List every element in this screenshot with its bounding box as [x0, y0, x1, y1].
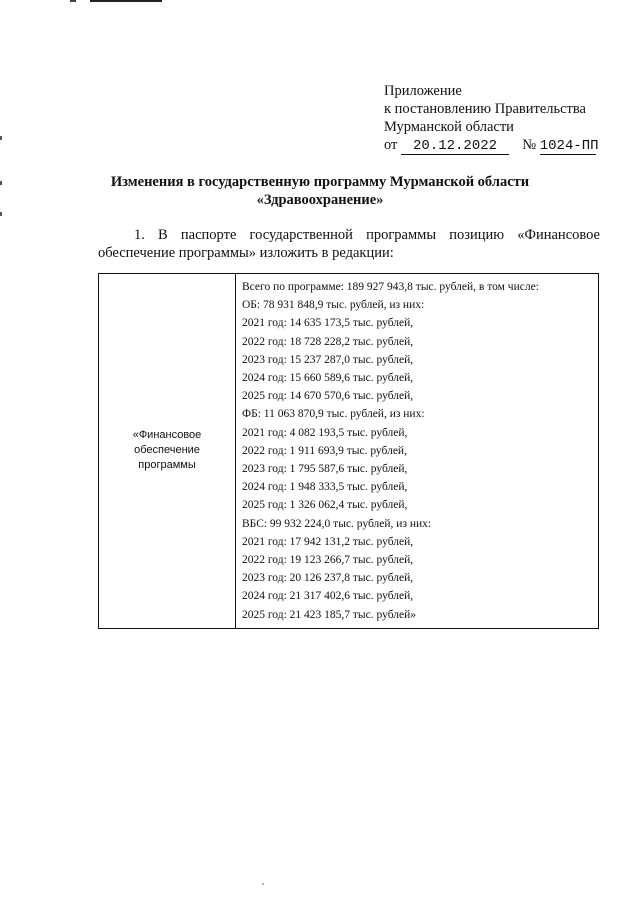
financing-fb-2023: 2023 год: 1 795 587,6 тыс. рублей,	[242, 463, 408, 476]
title-line-2: «Здравоохранение»	[256, 192, 384, 208]
financing-ob-2025: 2025 год: 14 670 570,6 тыс. рублей,	[242, 390, 414, 403]
financing-vbs-2022: 2022 год: 19 123 266,7 тыс. рублей,	[242, 554, 414, 567]
financing-vbs-2023: 2023 год: 20 126 237,8 тыс. рублей,	[242, 572, 414, 585]
position-label-line: обеспечение	[134, 444, 200, 457]
financing-fb-total: ФБ: 11 063 870,9 тыс. рублей, из них:	[242, 408, 425, 421]
title-line-1: Изменения в государственную программу Мурманской области	[110, 174, 530, 190]
financing-fb-2022: 2022 год: 1 911 693,9 тыс. рублей,	[242, 444, 407, 457]
appendix-title: Приложение	[384, 83, 462, 99]
scan-edge-tick	[0, 136, 2, 140]
table-row	[99, 274, 599, 629]
financing-vbs-2024: 2024 год: 21 317 402,6 тыс. рублей,	[242, 590, 414, 603]
decree-date: 20.12.2022	[401, 138, 509, 155]
scan-speck	[262, 883, 264, 885]
financing-fb-2025: 2025 год: 1 326 062,4 тыс. рублей,	[242, 499, 408, 512]
decree-number: 1024-ПП	[539, 138, 599, 154]
financing-details-cell	[236, 274, 599, 629]
appendix-header	[384, 82, 599, 155]
financing-fb-2024: 2024 год: 1 948 333,5 тыс. рублей,	[242, 481, 408, 494]
financing-total: Всего по программе: 189 927 943,8 тыс. рублей, в том числе:	[242, 281, 539, 293]
financing-vbs-2025: 2025 год: 21 423 185,7 тыс. рублей»	[242, 608, 417, 621]
financing-table	[98, 273, 599, 629]
paragraph-line-2: обеспечение программы» изложить в редакции:	[98, 245, 394, 261]
financing-ob-total: ОБ: 78 931 848,9 тыс. рублей, из них:	[242, 299, 425, 312]
appendix-region: Мурманской области	[384, 119, 514, 135]
scan-edge-tick	[0, 212, 2, 216]
scan-artifact-line	[90, 0, 162, 4]
appendix-date-line	[384, 136, 599, 155]
financing-ob-2021: 2021 год: 14 635 173,5 тыс. рублей,	[242, 317, 414, 330]
document-title	[0, 173, 640, 209]
financing-ob-2024: 2024 год: 15 660 589,6 тыс. рублей,	[242, 372, 414, 385]
number-prefix: №	[522, 137, 537, 153]
financing-fb-2021: 2021 год: 4 082 193,5 тыс. рублей,	[242, 426, 408, 439]
financing-vbs-2021: 2021 год: 17 942 131,2 тыс. рублей,	[242, 535, 414, 548]
position-label-cell	[99, 274, 236, 629]
position-label-line: программы	[138, 459, 196, 472]
financing-ob-2023: 2023 год: 15 237 287,0 тыс. рублей,	[242, 353, 414, 366]
scan-artifact-mark	[70, 0, 76, 4]
financing-vbs-total: ВБС: 99 932 224,0 тыс. рублей, из них:	[242, 517, 432, 530]
financing-ob-2022: 2022 год: 18 728 228,2 тыс. рублей,	[242, 335, 414, 348]
paragraph-line-1: 1. В паспорте государственной программы позицию «Финансовое	[134, 227, 600, 243]
appendix-reference: к постановлению Правительства	[384, 101, 586, 117]
position-label-line: «Финансовое	[132, 429, 202, 442]
paragraph-1	[98, 226, 600, 262]
date-prefix: от	[384, 137, 398, 153]
